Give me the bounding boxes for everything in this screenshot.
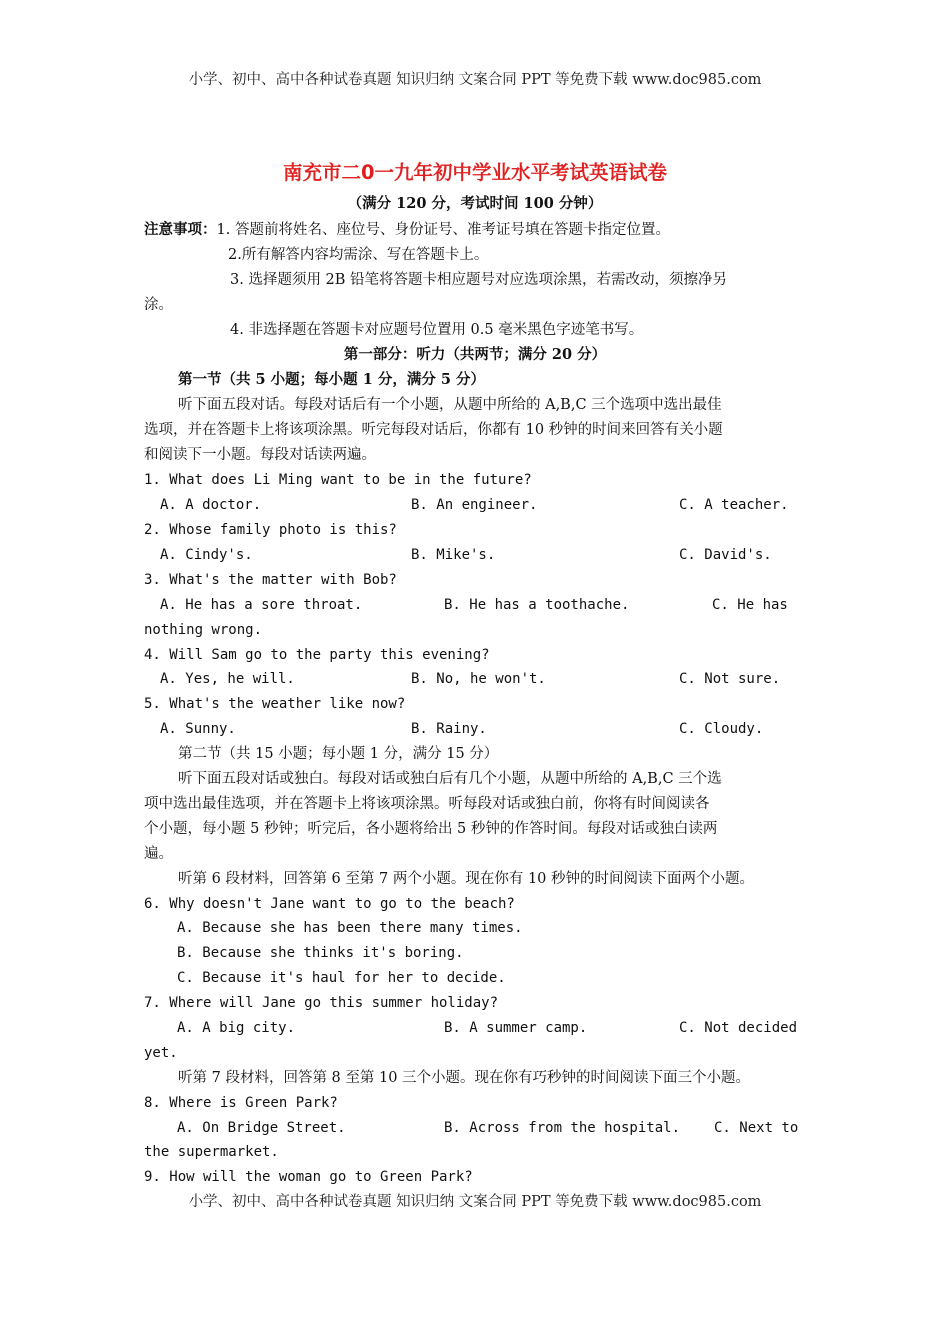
option-a: A. A doctor. xyxy=(160,497,262,513)
option-a: A. Sunny. xyxy=(160,721,236,737)
notice-item-3-cont: 涂。 xyxy=(144,297,173,313)
option-c: C. Cloudy. xyxy=(679,721,764,737)
section2-heading: 第二节（共 15 小题；每小题 1 分，满分 15 分） xyxy=(178,746,499,762)
question-6-option-a: A. Because she has been there many times. xyxy=(177,920,523,936)
page-header: 小学、初中、高中各种试卷真题 知识归纳 文案合同 PPT 等免费下载 www.doc985.com xyxy=(188,72,762,88)
option-c: C. A teacher. xyxy=(679,497,789,513)
option-c: C. Not decided xyxy=(679,1020,798,1036)
question-9: 9. How will the woman go to Green Park? xyxy=(144,1169,473,1185)
notice-label: 注意事项： xyxy=(144,221,217,238)
option-b: B. Mike's. xyxy=(411,547,496,563)
question-3: 3. What's the matter with Bob? xyxy=(144,572,397,588)
question-7-option-c-cont: yet. xyxy=(144,1045,178,1061)
option-a: A. On Bridge Street. xyxy=(177,1120,346,1136)
material-6-instruction: 听第 6 段材料，回答第 6 至第 7 两个小题。现在你有 10 秒钟的时间阅读下面两个小题。 xyxy=(178,871,754,887)
material-7-instruction: 听第 7 段材料，回答第 8 至第 10 三个小题。现在你有巧秒钟的时间阅读下面三个小题。 xyxy=(178,1070,751,1086)
option-c: C. He has xyxy=(712,597,788,613)
option-a: A. A big city. xyxy=(177,1020,296,1036)
exam-title: 南充市二0一九年初中学业水平考试英语试卷 xyxy=(282,161,668,184)
section2-instruction: 个小题，每小题 5 秒钟；听完后，各小题将给出 5 秒钟的作答时间。每段对话或独白读两 xyxy=(144,821,718,837)
notice-item-4: 4. 非选择题在答题卡对应题号位置用 0.5 毫米黑色字迹笔书写。 xyxy=(230,322,644,338)
question-8: 8. Where is Green Park? xyxy=(144,1095,338,1111)
option-b: B. Rainy. xyxy=(411,721,487,737)
section2-instruction: 项中选出最佳选项，并在答题卡上将该项涂黑。听每段对话或独白前，你将有时间阅读各 xyxy=(144,796,710,812)
option-b: B. No, he won't. xyxy=(411,671,546,687)
question-8-option-c-cont: the supermarket. xyxy=(144,1144,279,1160)
option-b: B. Across from the hospital. xyxy=(444,1120,681,1136)
option-a: A. Yes, he will. xyxy=(160,671,295,687)
question-6: 6. Why doesn't Jane want to go to the beach? xyxy=(144,896,515,912)
option-b: B. A summer camp. xyxy=(444,1020,588,1036)
option-c: C. Next to xyxy=(714,1120,799,1136)
section2-instruction: 遍。 xyxy=(144,846,173,862)
notice-line-1 xyxy=(144,219,670,241)
notice-item-3: 3. 选择题须用 2B 铅笔将答题卡相应题号对应选项涂黑，若需改动，须擦净另 xyxy=(230,272,728,288)
question-2: 2. Whose family photo is this? xyxy=(144,522,397,538)
option-a: A. He has a sore throat. xyxy=(160,597,363,613)
section1-instruction: 和阅读下一小题。每段对话读两遍。 xyxy=(144,447,376,463)
question-4: 4. Will Sam go to the party this evening? xyxy=(144,647,490,663)
exam-subtitle: （满分 120 分，考试时间 100 分钟） xyxy=(347,195,603,212)
page-footer: 小学、初中、高中各种试卷真题 知识归纳 文案合同 PPT 等免费下载 www.doc985.com xyxy=(188,1194,762,1210)
section1-instruction: 听下面五段对话。每段对话后有一个小题，从题中所给的 A,B,C 三个选项中选出最佳 xyxy=(178,397,722,413)
section1-instruction: 选项，并在答题卡上将该项涂黑。听完每段对话后，你都有 10 秒钟的时间来回答有关小题 xyxy=(144,422,723,438)
question-6-option-c: C. Because it's haul for her to decide. xyxy=(177,970,506,986)
notice-item-1: 1. 答题前将姓名、座位号、身份证号、准考证号填在答题卡指定位置。 xyxy=(216,222,670,238)
question-1: 1. What does Li Ming want to be in the future? xyxy=(144,472,532,488)
part1-heading: 第一部分：听力（共两节；满分 20 分） xyxy=(343,346,607,363)
notice-item-2: 2.所有解答内容均需涂、写在答题卡上。 xyxy=(228,247,489,263)
question-7: 7. Where will Jane go this summer holiday? xyxy=(144,995,499,1011)
option-b: B. He has a toothache. xyxy=(444,597,630,613)
option-b: B. An engineer. xyxy=(411,497,538,513)
section1-heading: 第一节（共 5 小题；每小题 1 分，满分 5 分） xyxy=(178,371,486,388)
question-3-option-c-cont: nothing wrong. xyxy=(144,622,263,638)
section2-instruction: 听下面五段对话或独白。每段对话或独白后有几个小题，从题中所给的 A,B,C 三个选 xyxy=(178,771,722,787)
question-6-option-b: B. Because she thinks it's boring. xyxy=(177,945,464,961)
option-a: A. Cindy's. xyxy=(160,547,253,563)
option-c: C. Not sure. xyxy=(679,671,781,687)
question-5: 5. What's the weather like now? xyxy=(144,696,406,712)
option-c: C. David's. xyxy=(679,547,772,563)
